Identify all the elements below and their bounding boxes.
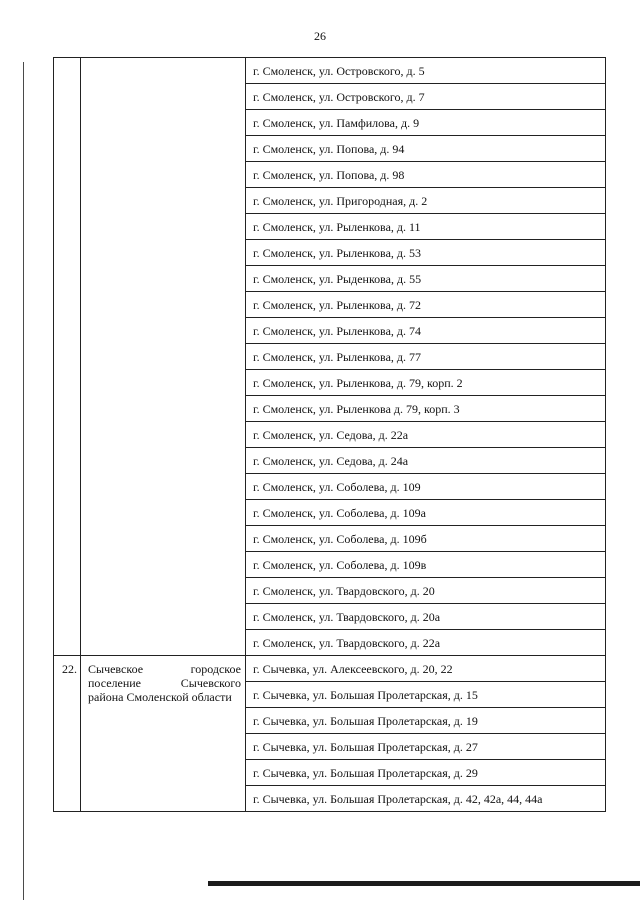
address-cell: г. Смоленск, ул. Пригородная, д. 2 — [246, 188, 606, 214]
address-cell: г. Смоленск, ул. Рыленкова д. 79, корп. 3 — [246, 396, 606, 422]
address-table — [53, 57, 606, 812]
address-cell: г. Смоленск, ул. Соболева, д. 109а — [246, 500, 606, 526]
address-cell: г. Сычевка, ул. Большая Пролетарская, д. 29 — [246, 760, 606, 786]
address-cell: г. Смоленск, ул. Рыленкова, д. 74 — [246, 318, 606, 344]
address-cell: г. Смоленск, ул. Твардовского, д. 22а — [246, 630, 606, 656]
address-cell: г. Смоленск, ул. Попова, д. 94 — [246, 136, 606, 162]
scan-edge-bar — [208, 881, 640, 886]
address-cell: г. Смоленск, ул. Рыленкова, д. 72 — [246, 292, 606, 318]
address-cell: г. Смоленск, ул. Рыленкова, д. 53 — [246, 240, 606, 266]
address-cell: г. Смоленск, ул. Рыленкова, д. 11 — [246, 214, 606, 240]
address-cell: г. Смоленск, ул. Твардовского, д. 20а — [246, 604, 606, 630]
address-table-body — [54, 58, 606, 812]
address-cell: г. Смоленск, ул. Седова, д. 22а — [246, 422, 606, 448]
address-cell: г. Сычевка, ул. Большая Пролетарская, д. 19 — [246, 708, 606, 734]
address-cell: г. Смоленск, ул. Соболева, д. 109б — [246, 526, 606, 552]
address-cell: г. Смоленск, ул. Островского, д. 7 — [246, 84, 606, 110]
address-cell: г. Сычевка, ул. Большая Пролетарская, д. 15 — [246, 682, 606, 708]
address-cell: г. Смоленск, ул. Попова, д. 98 — [246, 162, 606, 188]
address-cell: г. Смоленск, ул. Твардовского, д. 20 — [246, 578, 606, 604]
address-cell: г. Сычевка, ул. Большая Пролетарская, д. 27 — [246, 734, 606, 760]
table-row — [54, 656, 606, 682]
address-cell: г. Смоленск, ул. Рыленкова, д. 77 — [246, 344, 606, 370]
address-cell: г. Смоленск, ул. Соболева, д. 109в — [246, 552, 606, 578]
address-cell: г. Смоленск, ул. Соболева, д. 109 — [246, 474, 606, 500]
row-number-cell — [54, 58, 81, 656]
table-row — [54, 58, 606, 84]
page-number: 26 — [314, 29, 326, 43]
scan-edge-line — [23, 62, 24, 900]
address-cell: г. Сычевка, ул. Алексеевского, д. 20, 22 — [246, 656, 606, 682]
address-cell: г. Смоленск, ул. Островского, д. 5 — [246, 58, 606, 84]
row-number-cell: 22. — [54, 656, 81, 812]
address-cell: г. Смоленск, ул. Рыленкова, д. 79, корп. 2 — [246, 370, 606, 396]
address-cell: г. Смоленск, ул. Рыденкова, д. 55 — [246, 266, 606, 292]
settlement-name-cell — [81, 58, 246, 656]
address-cell: г. Смоленск, ул. Седова, д. 24а — [246, 448, 606, 474]
address-cell: г. Сычевка, ул. Большая Пролетарская, д. 42, 42а, 44, 44а — [246, 786, 606, 812]
address-cell: г. Смоленск, ул. Памфилова, д. 9 — [246, 110, 606, 136]
settlement-name-cell: Сычевское городское поселение Сычевского района Смоленской области — [81, 656, 246, 812]
